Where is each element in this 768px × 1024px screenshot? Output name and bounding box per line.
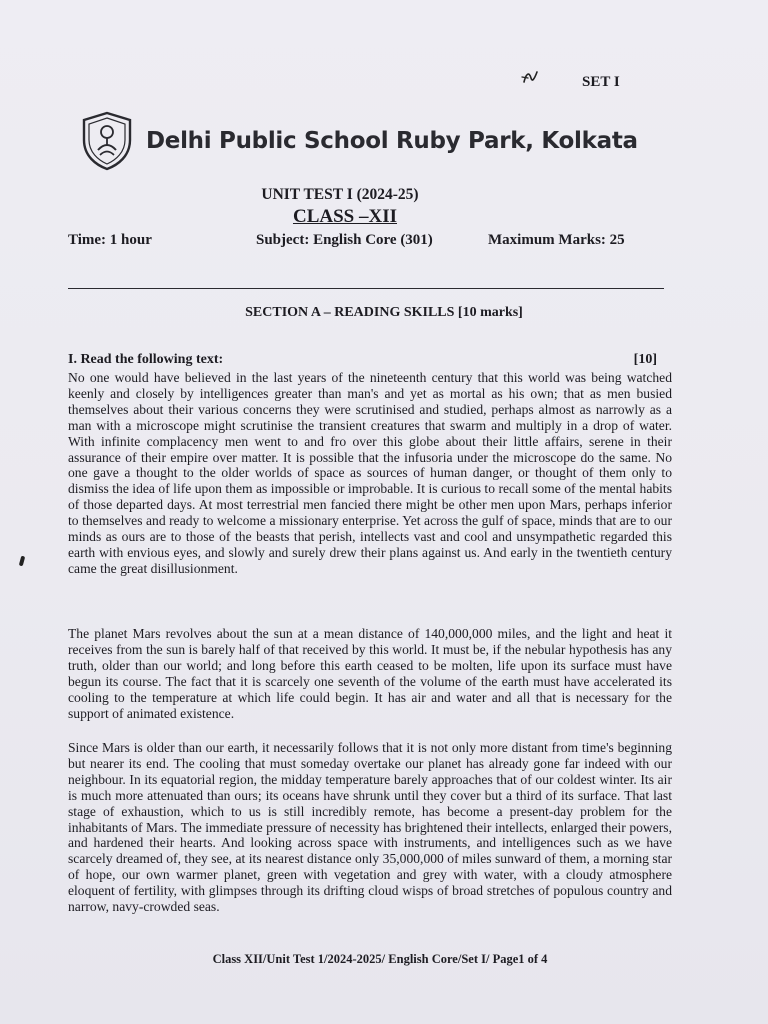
passage-paragraph-3: Since Mars is older than our earth, it necessarily follows that it is not only more distant from time's beginning but nearer its end. The cooling that must someday overtake our planet has already gone far indeed with our neighbour. In its equatorial region, the midday temperature barely approaches that of our coldest winter. Its air is much more attenuated than ours; its oceans have shrunk until they cover but a third of its surface. That last stage of exhaustion, which to us is still incredibly remote, has become a present-day problem for the inhabitants of Mars. The immediate pressure of necessity has brightened their intellects, enlarged their powers, and hardened their hearts. And looking across space with instruments, and intelligences such as we have scarcely dreamed of, they see, at its nearest distance only 35,000,000 of miles sunward of them, a morning star of hope, our own warmer planet, green with vegetation and grey with water, with a cloudy atmosphere eloquent of fertility, with glimpses through its drifting cloud wisps of broad stretches of populous country and narrow, navy-crowded seas. bbox=[68, 740, 672, 915]
class-title: CLASS –XII bbox=[292, 206, 397, 227]
school-crest-icon bbox=[78, 110, 136, 172]
question-heading bbox=[68, 352, 657, 368]
exam-subject: Subject: English Core (301) bbox=[256, 232, 433, 248]
passage-paragraph-2: The planet Mars revolves about the sun at a mean distance of 140,000,000 miles, and the light and heat it receives from the sun is barely half of that received by this world. It must be, if the nebular hypothesis has any truth, older than our world; and long before this earth ceased to be molten, life upon its surface must have begun its course. The fact that it is scarcely one seventh of the volume of the earth must have accelerated its cooling to the temperature at which life could begin. It has air and water and all that is necessary for the support of animated existence. bbox=[68, 626, 672, 721]
page-footer: Class XII/Unit Test 1/2024-2025/ English Core/Set I/ Page1 of 4 bbox=[212, 952, 548, 966]
exam-time: Time: 1 hour bbox=[68, 232, 152, 248]
school-header bbox=[78, 110, 638, 172]
set-label: SET I bbox=[582, 74, 620, 90]
passage-paragraph-1: No one would have believed in the last years of the nineteenth century that this world was being watched keenly and closely by intelligences greater than man's and yet as mortal as his own; that as men busied themselves about their various concerns they were scrutinised and studied, perhaps almost as narrowly as a man with a microscope might scrutinise the transient creatures that swarm and multiply in a drop of water. With infinite complacency men went to and fro over this globe about their little affairs, serene in their assurance of their empire over matter. It is possible that the infusoria under the microscope do the same. No one gave a thought to the older worlds of space as sources of human danger, or thought of them only to dismiss the idea of life upon them as impossible or improbable. It is curious to recall some of the mental habits of those departed days. At most terrestrial men fancied there might be other men upon Mars, perhaps inferior to themselves and ready to welcome a missionary enterprise. Yet across the gulf of space, minds that are to our minds as ours are to those of the beasts that perish, intellects vast and cool and unsympathetic regarded this earth with envious eyes, and slowly and surely drew their plans against us. And early in the twentieth century came the great disillusionment. bbox=[68, 370, 672, 576]
question-marks: [10] bbox=[633, 352, 657, 367]
section-title: SECTION A – READING SKILLS [10 marks] bbox=[245, 305, 523, 320]
divider-line bbox=[68, 288, 664, 289]
question-label: I. Read the following text: bbox=[68, 352, 224, 367]
exam-max-marks: Maximum Marks: 25 bbox=[488, 232, 625, 248]
handwritten-check-icon bbox=[520, 68, 542, 86]
ink-mark bbox=[19, 556, 25, 567]
unit-test-title: UNIT TEST I (2024-25) bbox=[261, 186, 419, 203]
school-name: Delhi Public School Ruby Park, Kolkata bbox=[146, 128, 638, 154]
